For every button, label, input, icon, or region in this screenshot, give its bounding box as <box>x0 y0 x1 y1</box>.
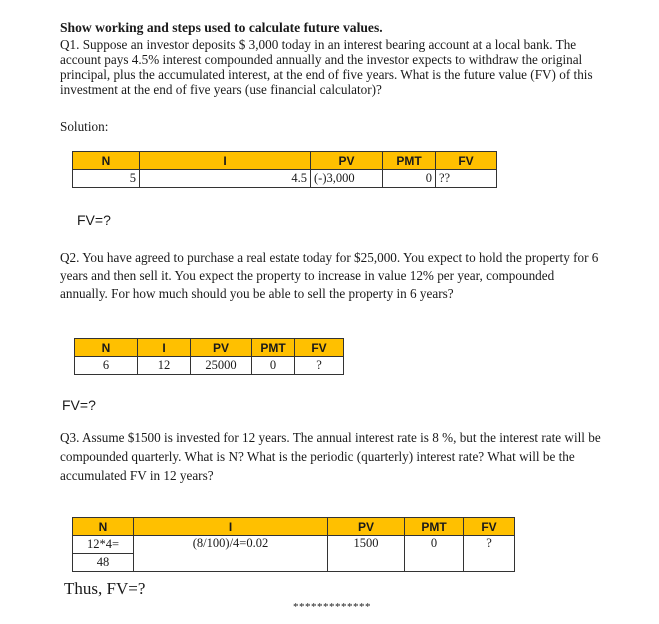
page-heading: Show working and steps used to calculate future values. <box>60 20 383 35</box>
q2-table-header-row <box>75 339 344 357</box>
q3-value-i: (8/100)/4=0.02 <box>134 536 328 572</box>
q1-header-fv: FV <box>436 152 497 170</box>
q2-header-i: I <box>138 339 191 357</box>
q3-table <box>72 517 515 572</box>
q1-header-n: N <box>73 152 140 170</box>
q1-table-header-row <box>73 152 497 170</box>
q2-value-n: 6 <box>75 357 138 375</box>
q3-value-pmt: 0 <box>405 536 464 572</box>
q3-result: Thus, FV=? <box>64 579 146 598</box>
q1-result: FV=? <box>77 212 111 228</box>
q1-line-3: principal, plus the accumulated interest, at the end of five years. What is the future value (FV) of this <box>60 67 593 82</box>
q2-header-pv: PV <box>191 339 252 357</box>
q3-value-n-line1: 12*4= <box>73 536 134 554</box>
q2-header-n: N <box>75 339 138 357</box>
q2-value-pv: 25000 <box>191 357 252 375</box>
q1-line-2: account pays 4.5% interest compounded annually and the investor expects to withdraw the original <box>60 52 583 67</box>
q1-line-4: investment at the end of five years (use financial calculator)? <box>60 82 382 97</box>
q1-header-i: I <box>140 152 311 170</box>
q2-table <box>74 338 344 375</box>
q1-value-fv: ?? <box>436 170 497 188</box>
q3-header-n: N <box>73 518 134 536</box>
q1-value-n: 5 <box>73 170 140 188</box>
q3-header-fv: FV <box>464 518 515 536</box>
q3-line-3: accumulated FV in 12 years? <box>60 468 214 483</box>
q2-header-fv: FV <box>295 339 344 357</box>
q2-line-1: Q2. You have agreed to purchase a real estate today for $25,000. You expect to hold the property for 6 <box>60 250 599 265</box>
q2-value-pmt: 0 <box>252 357 295 375</box>
q1-line-1: Q1. Suppose an investor deposits $ 3,000 today in an interest bearing account at a local bank. The <box>60 37 577 52</box>
q3-value-n-line2: 48 <box>73 554 134 572</box>
q1-value-i: 4.5 <box>140 170 311 188</box>
q3-header-i: I <box>134 518 328 536</box>
q2-table-value-row <box>75 357 344 375</box>
q3-line-2: compounded quarterly. What is N? What is the periodic (quarterly) interest rate? What will be the <box>60 449 575 464</box>
q2-line-2: years and then sell it. You expect the property to increase in value 12% per year, compounded <box>60 268 555 283</box>
q3-header-pmt: PMT <box>405 518 464 536</box>
q2-header-pmt: PMT <box>252 339 295 357</box>
end-marker: ************* <box>293 601 371 613</box>
q3-value-fv: ? <box>464 536 515 572</box>
q3-table-value-row <box>73 536 515 554</box>
q1-table-value-row <box>73 170 497 188</box>
q1-header-pv: PV <box>311 152 383 170</box>
q1-table <box>72 151 497 188</box>
q3-header-pv: PV <box>328 518 405 536</box>
q2-value-fv: ? <box>295 357 344 375</box>
q1-header-pmt: PMT <box>383 152 436 170</box>
q2-line-3: annually. For how much should you be able to sell the property in 6 years? <box>60 286 454 301</box>
q2-result: FV=? <box>62 397 96 413</box>
q3-line-1: Q3. Assume $1500 is invested for 12 years. The annual interest rate is 8 %, but the interest rate will be <box>60 430 601 445</box>
q3-table-header-row <box>73 518 515 536</box>
q2-value-i: 12 <box>138 357 191 375</box>
q3-value-pv: 1500 <box>328 536 405 572</box>
q1-value-pv: (-)3,000 <box>311 170 383 188</box>
q1-value-pmt: 0 <box>383 170 436 188</box>
solution-label: Solution: <box>60 119 109 134</box>
